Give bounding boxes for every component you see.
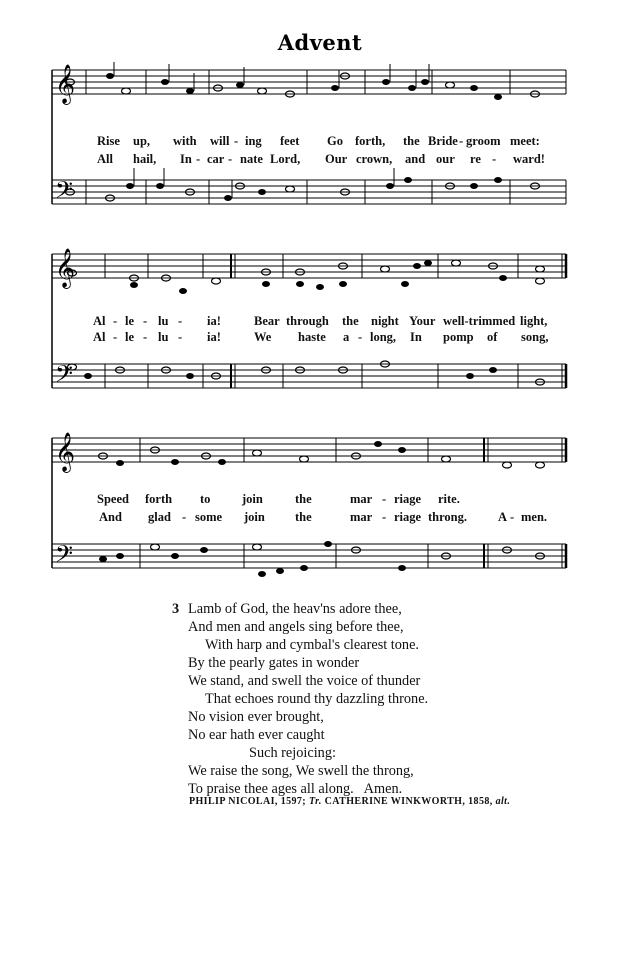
translation-prefix: Tr. xyxy=(308,796,322,807)
lyric-syllable: groom xyxy=(466,134,501,148)
lyric-syllable: join xyxy=(244,510,265,524)
lyric-syllable: haste xyxy=(298,330,326,344)
lyric-syllable: throng. xyxy=(428,510,468,524)
lyric-syllable: Rise xyxy=(97,134,120,148)
lyric-syllable: the xyxy=(295,510,312,524)
lyric-syllable: And xyxy=(99,510,122,524)
svg-text:𝄞: 𝄞 xyxy=(55,248,76,288)
lyric-syllable: up, xyxy=(133,134,151,148)
lyric-syllable: - xyxy=(510,510,515,524)
lyric-syllable: long, xyxy=(370,330,397,344)
lyric-syllable: riage xyxy=(394,492,422,506)
lyric-syllable: some xyxy=(195,510,223,524)
stanza-3 xyxy=(172,600,615,798)
stanza-line: We raise the song, We swell the throng, xyxy=(188,763,414,779)
lyric-syllable: feet xyxy=(280,134,300,148)
lyric-syllable: the xyxy=(295,492,312,506)
lyric-syllable: lu xyxy=(158,330,169,344)
lyric-syllable: will xyxy=(210,134,230,148)
hymn-credits xyxy=(189,796,510,807)
lyric-syllable: - xyxy=(382,492,387,506)
stanza-line: No vision ever brought, xyxy=(188,709,324,725)
lyric-syllable: night xyxy=(371,314,399,328)
lyric-syllable: Al xyxy=(93,314,106,328)
lyric-syllable: with xyxy=(173,134,197,148)
lyric-syllable: a xyxy=(343,330,350,344)
svg-text:𝄞: 𝄞 xyxy=(55,64,76,104)
lyric-syllable: - xyxy=(182,510,187,524)
lyric-syllable: glad xyxy=(148,510,171,524)
lyric-syllable: Our xyxy=(325,152,348,166)
lyric-syllable: Al xyxy=(93,330,106,344)
lyric-syllable: In xyxy=(410,330,422,344)
lyric-syllable: Your xyxy=(409,314,436,328)
stanza-line: No ear hath ever caught xyxy=(188,727,325,743)
lyric-syllable: nate xyxy=(240,152,263,166)
stanza-line: We stand, and swell the voice of thunder xyxy=(188,673,421,689)
lyric-syllable: the xyxy=(403,134,420,148)
lyric-syllable: - xyxy=(492,152,497,166)
stanza-line: To praise thee ages all along. Amen. xyxy=(188,781,403,797)
lyric-syllable: A xyxy=(498,510,508,524)
lyric-syllable: - xyxy=(178,330,183,344)
lyric-syllable: - xyxy=(196,152,201,166)
music-system-1 xyxy=(0,62,640,222)
lyric-syllable: join xyxy=(242,492,263,506)
lyric-syllable: Bride xyxy=(428,134,458,148)
lyric-syllable: meet: xyxy=(510,134,540,148)
lyric-syllable: Go xyxy=(327,134,343,148)
stanza-line: That echoes round thy dazzling throne. xyxy=(205,691,429,707)
lyric-syllable: lu xyxy=(158,314,169,328)
lyric-syllable: of xyxy=(487,330,498,344)
lyric-syllable: ia! xyxy=(207,314,221,328)
lyric-syllable: men. xyxy=(521,510,548,524)
lyric-syllable: our xyxy=(436,152,455,166)
lyric-syllable: to xyxy=(200,492,211,506)
lyric-syllable: pomp xyxy=(443,330,474,344)
lyric-syllable: hail, xyxy=(133,152,157,166)
svg-text:𝄞: 𝄞 xyxy=(55,432,76,472)
stanza-line: By the pearly gates in wonder xyxy=(188,655,360,671)
lyric-syllable: Lord, xyxy=(270,152,301,166)
staff-notation-1 xyxy=(0,62,640,222)
music-system-2 xyxy=(0,240,640,400)
lyric-syllable: - xyxy=(113,314,118,328)
lyric-syllable: and xyxy=(405,152,426,166)
lyric-syllable: - xyxy=(178,314,183,328)
lyric-syllable: mar xyxy=(350,510,373,524)
svg-text:𝄢: 𝄢 xyxy=(55,540,74,573)
lyric-syllable: light, xyxy=(520,314,548,328)
lyric-syllable: - xyxy=(113,330,118,344)
altered-note: alt. xyxy=(495,796,511,807)
translator-credit: CATHERINE WINKWORTH, 1858, xyxy=(324,796,493,807)
stanza-line: Such rejoicing: xyxy=(249,745,336,761)
lyric-syllable: ing xyxy=(245,134,262,148)
lyric-syllable: forth xyxy=(145,492,173,506)
lyric-syllable: In xyxy=(180,152,192,166)
lyric-syllable: ia! xyxy=(207,330,221,344)
lyric-syllable: through xyxy=(286,314,329,328)
svg-text:𝄢: 𝄢 xyxy=(55,176,74,209)
author-credit: PHILIP NICOLAI, 1597; xyxy=(189,796,307,807)
lyric-syllable: riage xyxy=(394,510,422,524)
stanza-line: With harp and cymbal's clearest tone. xyxy=(205,637,419,653)
stanza-line: 3 Lamb of God, the heav'ns adore thee, xyxy=(172,601,402,617)
lyric-syllable: ward! xyxy=(513,152,545,166)
stanza-line: And men and angels sing before thee, xyxy=(188,619,404,635)
lyric-syllable: - xyxy=(143,314,148,328)
lyric-syllable: Bear xyxy=(254,314,280,328)
lyric-syllable: mar xyxy=(350,492,373,506)
lyric-syllable: forth, xyxy=(355,134,386,148)
lyric-syllable: All xyxy=(97,152,113,166)
stanza-number: 3 xyxy=(172,601,180,617)
lyric-syllable: Speed xyxy=(97,492,129,506)
lyric-syllable: We xyxy=(254,330,272,344)
lyric-syllable: the xyxy=(342,314,359,328)
lyric-syllable: - xyxy=(459,134,464,148)
lyric-syllable: crown, xyxy=(356,152,393,166)
lyric-syllable: le xyxy=(125,330,135,344)
lyric-syllable: - xyxy=(234,134,239,148)
lyric-syllable: well-trimmed xyxy=(443,314,516,328)
lyric-syllable: - xyxy=(382,510,387,524)
lyric-syllable: re xyxy=(470,152,481,166)
svg-text:𝄢: 𝄢 xyxy=(55,360,74,393)
lyric-syllable: rite. xyxy=(438,492,460,506)
lyric-syllable: - xyxy=(228,152,233,166)
lyric-syllable: le xyxy=(125,314,135,328)
lyric-syllable: - xyxy=(143,330,148,344)
music-system-3 xyxy=(0,420,640,580)
page-title: Advent xyxy=(277,30,363,55)
lyric-syllable: song, xyxy=(521,330,549,344)
staff-notation-3 xyxy=(0,420,640,580)
lyric-syllable: car xyxy=(207,152,225,166)
lyric-syllable: - xyxy=(358,330,363,344)
